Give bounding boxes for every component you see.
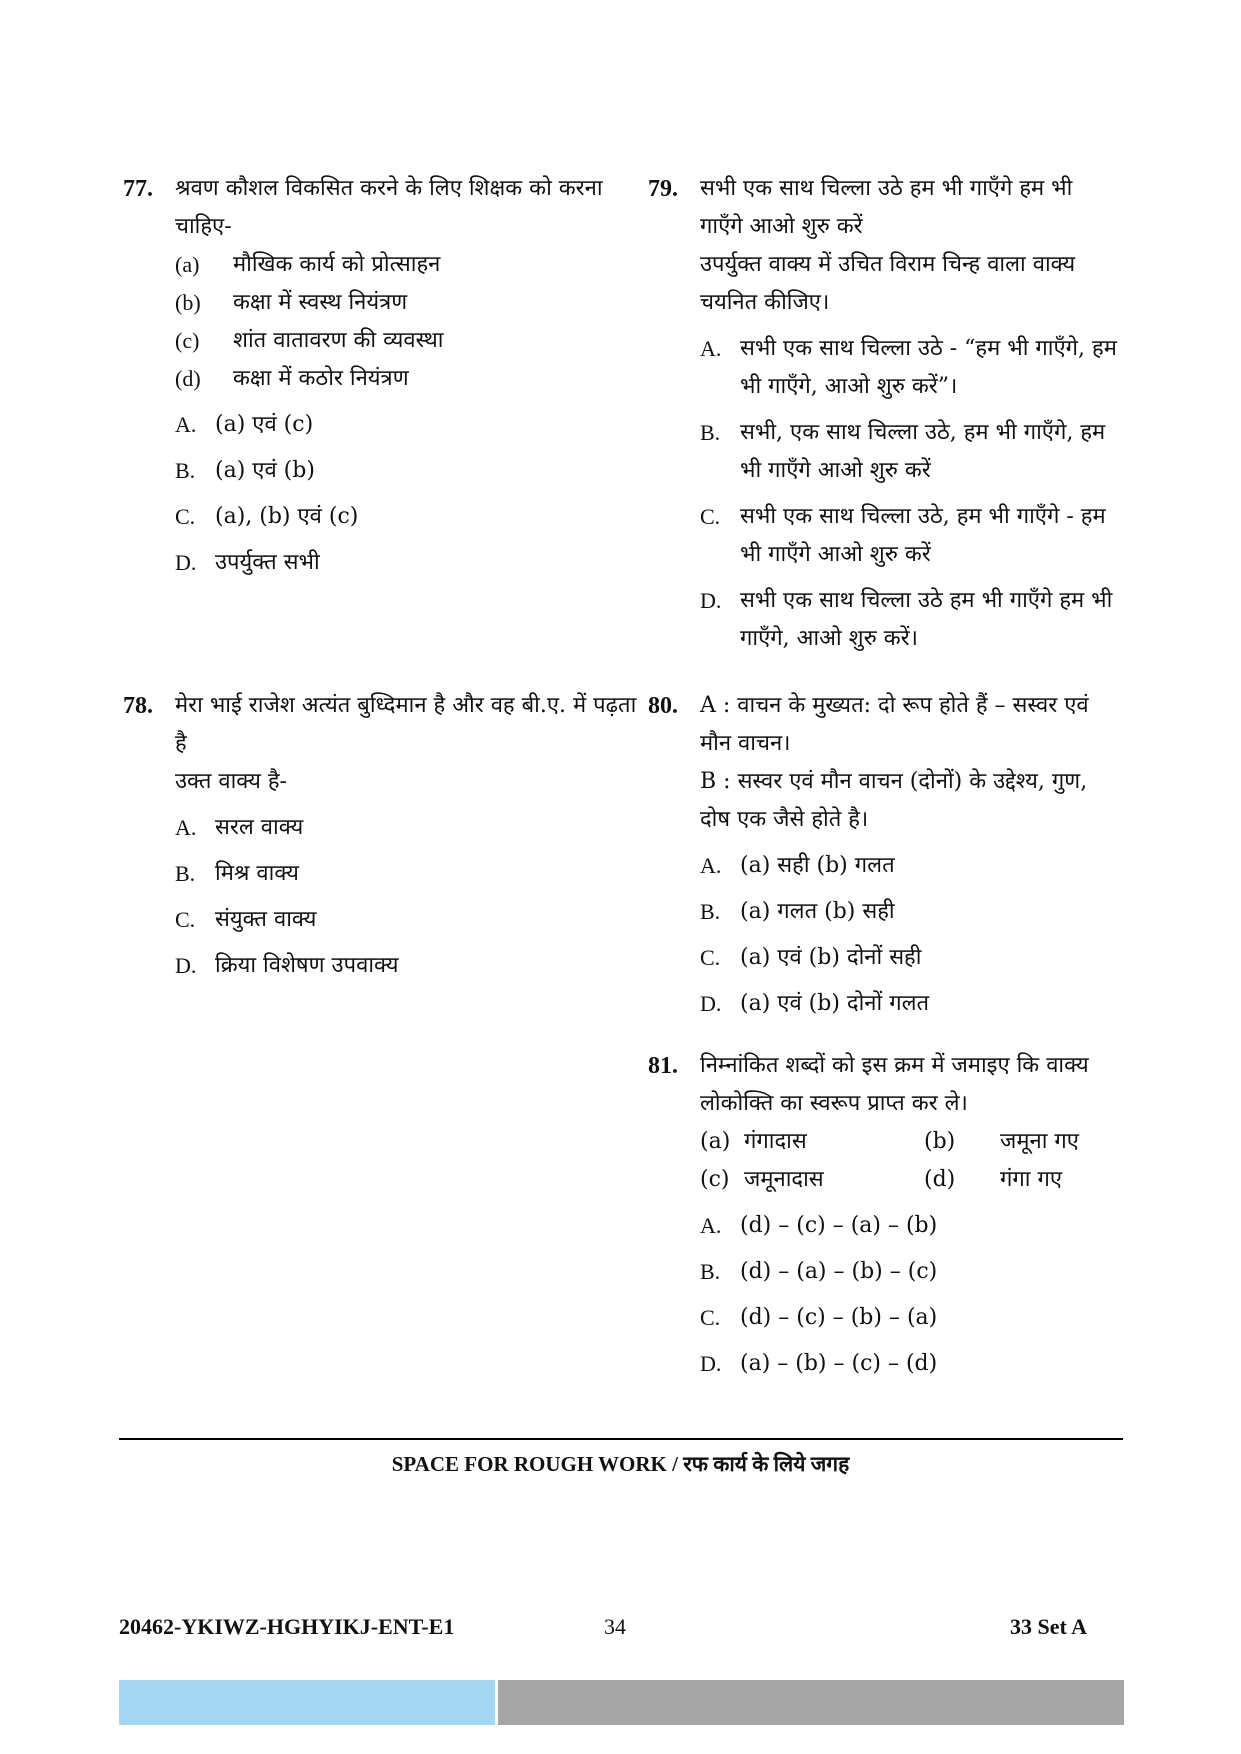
- question-78: [123, 687, 645, 985]
- question-text-2: B : सस्वर एवं मौन वाचन (दोनों) के उद्देश्य, गुण, दोष एक जैसे होते है।: [700, 769, 1088, 832]
- option-b[interactable]: B. (d) – (a) – (b) – (c): [700, 1259, 938, 1284]
- question-text-2: उक्त वाक्य है-: [175, 769, 287, 794]
- option-d[interactable]: D. (a) – (b) – (c) – (d): [700, 1351, 938, 1376]
- question-text-2: उपर्युक्त वाक्य में उचित विराम चिन्ह वाला वाक्य चयनित कीजिए।: [700, 252, 1076, 315]
- question-81: [648, 1047, 1120, 1383]
- question-79: [648, 170, 1120, 658]
- footer-bar-gray: [498, 1680, 1124, 1725]
- set-label: 33 Set A: [1010, 1614, 1087, 1639]
- question-number: 79.: [648, 176, 678, 202]
- question-number: 80.: [648, 693, 678, 719]
- rough-work-label: SPACE FOR ROUGH WORK / रफ कार्य के लिये जगह: [391, 1452, 850, 1476]
- question-number: 78.: [123, 693, 153, 719]
- question-77: [123, 170, 645, 582]
- question-text: A : वाचन के मुख्यत: दो रूप होते हैं – सस्वर एवं मौन वाचन।: [700, 693, 1089, 756]
- option-a[interactable]: A. (a) सही (b) गलत: [700, 853, 895, 878]
- option-d[interactable]: D. (a) एवं (b) दोनों गलत: [700, 991, 930, 1016]
- option-d[interactable]: D. क्रिया विशेषण उपवाक्य: [175, 953, 399, 978]
- option-c[interactable]: C. सभी एक साथ चिल्ला उठे, हम भी गाएँगे - हम भी गाएँगे आओ शुरु करें: [700, 504, 1106, 567]
- question-number: 77.: [123, 176, 153, 202]
- page-number: 34: [604, 1614, 626, 1639]
- question-number: 81.: [648, 1053, 678, 1079]
- option-b[interactable]: B. (a) गलत (b) सही: [700, 899, 895, 924]
- option-b[interactable]: B. सभी, एक साथ चिल्ला उठे, हम भी गाएँगे, हम भी गाएँगे आओ शुरु करें: [700, 420, 1106, 483]
- sub-item: (c) शांत वातावरण की व्यवस्था: [175, 328, 444, 353]
- option-b[interactable]: B. मिश्र वाक्य: [175, 861, 299, 886]
- option-c[interactable]: C. संयुक्त वाक्य: [175, 907, 317, 932]
- option-a[interactable]: A. सरल वाक्य: [175, 815, 304, 840]
- question-text: निम्नांकित शब्दों को इस क्रम में जमाइए कि वाक्य लोकोक्ति का स्वरूप प्राप्त कर ले।: [700, 1053, 1089, 1116]
- option-d[interactable]: D. उपर्युक्त सभी: [175, 550, 320, 575]
- footer-bar-blue: [119, 1680, 495, 1725]
- option-a[interactable]: A. (a) एवं (c): [175, 412, 314, 437]
- option-b[interactable]: B. (a) एवं (b): [175, 458, 315, 483]
- option-a[interactable]: A. (d) – (c) – (a) – (b): [700, 1213, 938, 1238]
- option-d[interactable]: D. सभी एक साथ चिल्ला उठे हम भी गाएँगे हम भी गाएँगे, आओ शुरु करें।: [700, 588, 1113, 651]
- option-c[interactable]: C. (a), (b) एवं (c): [175, 504, 359, 529]
- question-text: श्रवण कौशल विकसित करने के लिए शिक्षक को करना चाहिए-: [175, 176, 603, 239]
- question-text: मेरा भाई राजेश अत्यंत बुध्दिमान है और वह बी.ए. में पढ़ता है: [175, 693, 637, 756]
- option-a[interactable]: A. सभी एक साथ चिल्ला उठे - “हम भी गाएँगे, हम भी गाएँगे, आओ शुरु करें”।: [700, 336, 1117, 399]
- match-items: (a) गंगादास (b) जमूना गए (c) जमूनादास (d) गंगा गए: [700, 1129, 1079, 1192]
- paper-code: 20462-YKIWZ-HGHYIKJ-ENT-E1: [119, 1614, 455, 1639]
- sub-item: (b) कक्षा में स्वस्थ नियंत्रण: [175, 290, 408, 315]
- option-c[interactable]: C. (a) एवं (b) दोनों सही: [700, 945, 922, 970]
- sub-item: (d) कक्षा में कठोर नियंत्रण: [175, 366, 409, 391]
- option-c[interactable]: C. (d) – (c) – (b) – (a): [700, 1305, 938, 1330]
- divider-line: [119, 1438, 1123, 1440]
- question-80: [648, 687, 1120, 1023]
- sub-item: (a) मौखिक कार्य को प्रोत्साहन: [175, 252, 441, 277]
- question-text: सभी एक साथ चिल्ला उठे हम भी गाएँगे हम भी गाएँगे आओ शुरु करें: [700, 176, 1073, 239]
